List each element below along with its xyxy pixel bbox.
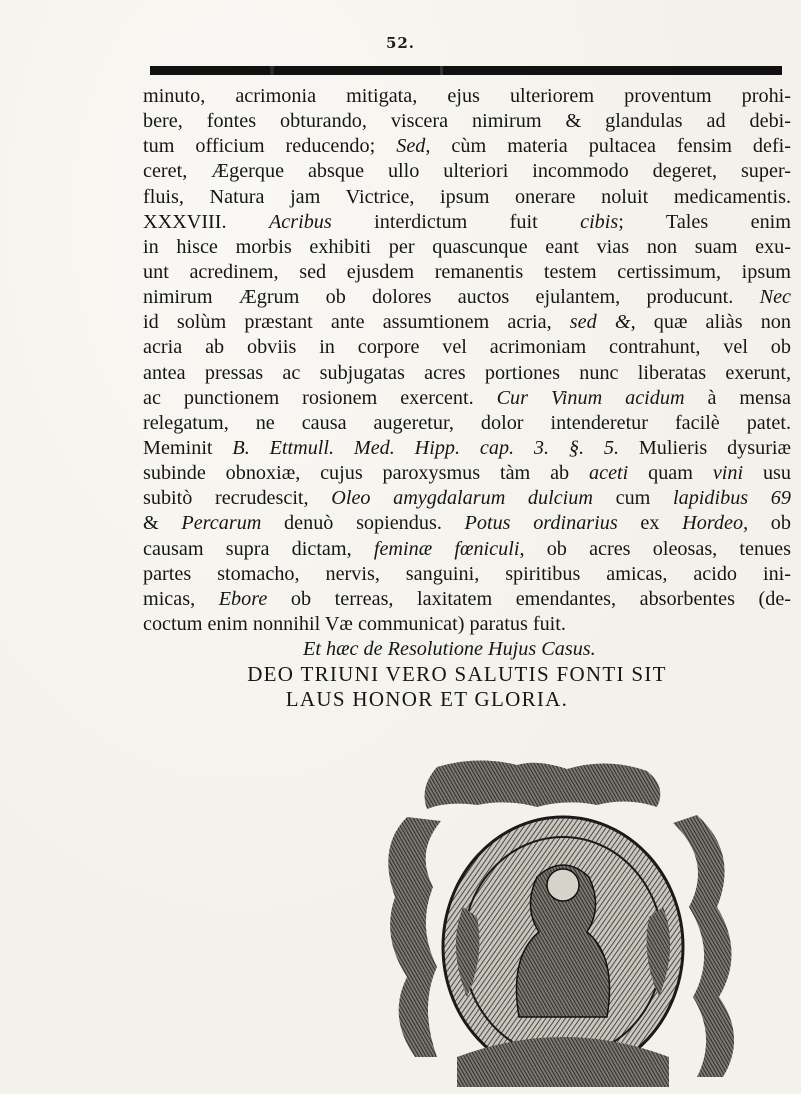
doxology-line-1: DEO TRIUNI VERO SALUTIS FONTI SIT: [247, 662, 667, 687]
text-line: fluis, Natura jam Victrice, ipsum onerare noluit medicamentis.: [143, 185, 791, 208]
body-text: [143, 84, 791, 713]
text-line: in hisce morbis exhibiti per quascunque eant vias non suam exu-: [143, 235, 791, 258]
text-line: subinde obnoxiæ, cujus paroxysmus tàm ab aceti quam vini usu: [143, 462, 791, 485]
text-line: ceret, Ægerque absque ullo ulteriori incommodo degeret, super-: [143, 160, 791, 183]
text-line: & Percarum denuò sopiendus. Potus ordinarius ex Hordeo, ob: [143, 512, 791, 535]
closing-heading: Et hæc de Resolutione Hujus Casus.: [303, 638, 596, 661]
header-rule: [150, 66, 782, 75]
text-line: acria ab obviis in corpore vel acrimoniam contrahunt, vel ob: [143, 336, 791, 359]
text-line: coctum enim nonnihil Væ communicat) paratus fuit.: [143, 612, 566, 635]
doxology-line-2: LAUS HONOR ET GLORIA.: [285, 687, 569, 712]
text-line: ac punctionem rosionem exercent. Cur Vinum acidum à mensa: [143, 386, 791, 409]
text-line: XXXVIII. Acribus interdictum fuit cibis; Tales enim: [143, 210, 791, 233]
text-line: relegatum, ne causa augeretur, dolor intenderetur facilè patet.: [143, 411, 791, 434]
text-line: minuto, acrimonia mitigata, ejus ulteriorem proventum prohi-: [143, 85, 791, 107]
text-line: id solùm præstant ante assumtionem acria, sed &, quæ aliàs non: [143, 311, 791, 334]
ornamental-vignette: [367, 757, 801, 1087]
text-line: unt acredinem, sed ejusdem remanentis testem certissimum, ipsum: [143, 260, 791, 283]
text-line: bere, fontes obturando, viscera nimirum & glandulas ad debi-: [143, 110, 791, 133]
text-line: antea pressas ac subjugatas acres portiones nunc liberatas exerunt,: [143, 361, 791, 384]
text-line: causam supra dictam, feminæ fœniculi, ob acres oleosas, tenues: [143, 537, 791, 560]
text-line: micas, Ebore ob terreas, laxitatem emendantes, absorbentes (de-: [143, 587, 791, 610]
text-line: tum officium reducendo; Sed, cùm materia pultacea fensim defi-: [143, 135, 792, 158]
text-line: partes stomacho, nervis, sanguini, spiritibus amicas, acido ini-: [143, 562, 791, 585]
text-line: subitò recrudescit, Oleo amygdalarum dulcium cum lapidibus 69: [143, 487, 791, 510]
text-line: Meminit B. Ettmull. Med. Hipp. cap. 3. §. 5. Mulieris dysuriæ: [143, 436, 791, 459]
page-number: 52.: [385, 34, 416, 52]
text-line: nimirum Ægrum ob dolores auctos ejulantem, producunt. Nec: [143, 286, 791, 309]
